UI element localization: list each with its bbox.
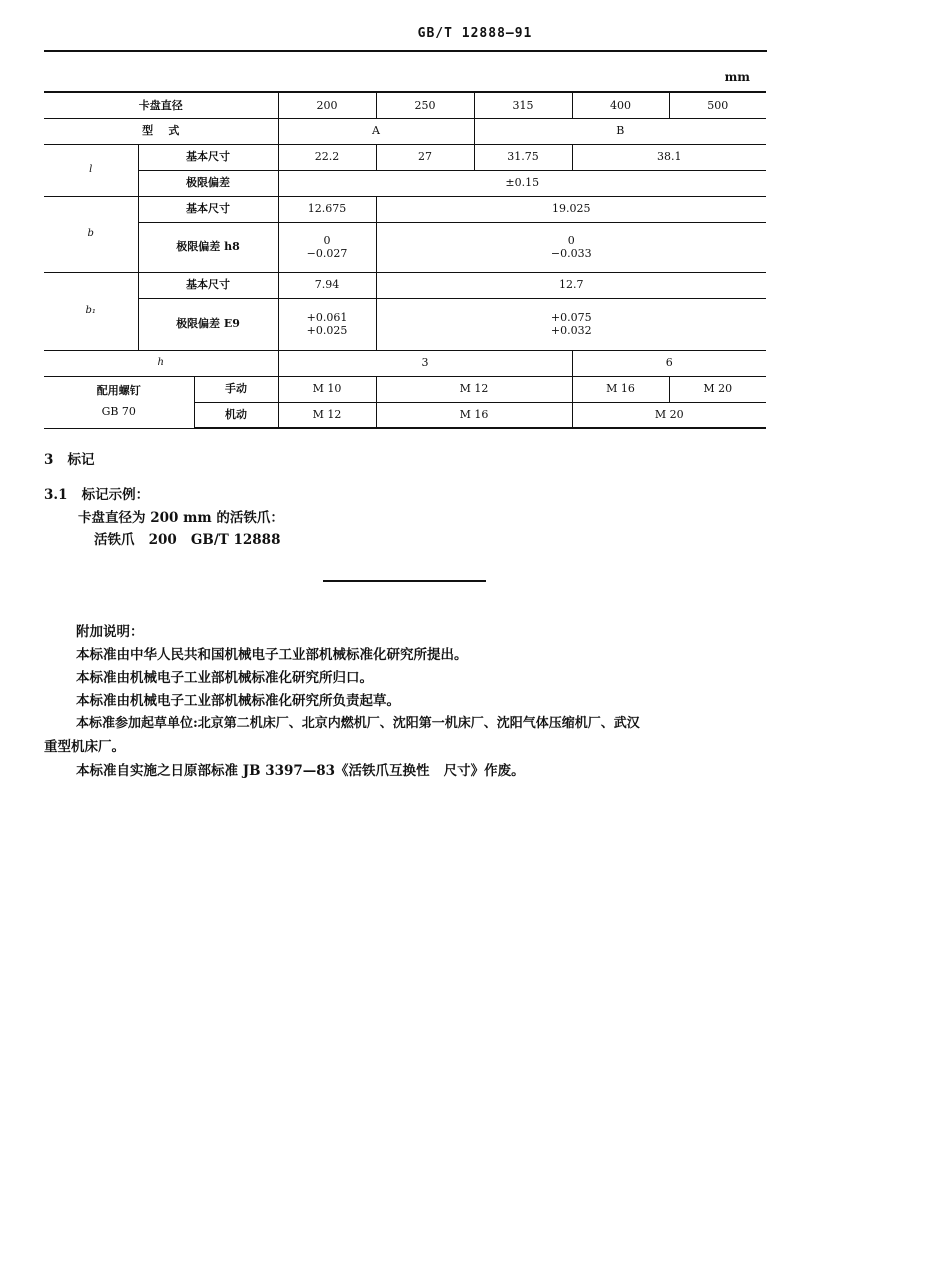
section-3-heading: 3 标记 xyxy=(44,452,95,468)
b1-tol-cell-1 xyxy=(278,298,376,350)
manual-label: 手动 xyxy=(194,376,278,402)
type-b-cell: B xyxy=(474,118,766,144)
l-tol-label: 极限偏差 xyxy=(138,170,278,196)
table-row-b-tolerance xyxy=(44,222,766,272)
diameter-cell: 500 xyxy=(669,92,766,118)
diameter-cell: 200 xyxy=(278,92,376,118)
notes-heading: 附加说明： xyxy=(76,624,144,640)
l-symbol: l xyxy=(44,144,138,196)
b-basic-cell: 12.675 xyxy=(278,196,376,222)
h-symbol: h xyxy=(44,350,278,376)
example-description: 卡盘直径为 200 mm 的活铁爪： xyxy=(78,510,284,526)
notes-line: 重型机床厂。 xyxy=(44,739,125,755)
b1-tol-2-lower: +0.032 xyxy=(550,324,592,337)
b-basic-label: 基本尺寸 xyxy=(138,196,278,222)
b-basic-cell: 19.025 xyxy=(376,196,766,222)
b1-basic-label: 基本尺寸 xyxy=(138,272,278,298)
b1-basic-cell: 12.7 xyxy=(376,272,766,298)
b-tol-1-upper: 0 xyxy=(323,233,331,247)
table-row-l-basic xyxy=(44,144,766,170)
table-row-chuck-diameter xyxy=(44,92,766,118)
manual-cell: M 10 xyxy=(278,376,376,402)
table-row-b-basic xyxy=(44,196,766,222)
notes-line: 本标准由机械电子工业部机械标准化研究所归口。 xyxy=(76,670,373,686)
dimension-table xyxy=(44,91,766,429)
section-3-1-heading: 3.1 标记示例： xyxy=(44,487,150,503)
l-basic-cell: 38.1 xyxy=(572,144,766,170)
b1-tol-label: 极限偏差 E9 xyxy=(138,298,278,350)
b-symbol: b xyxy=(44,196,138,272)
l-basic-cell: 27 xyxy=(376,144,474,170)
diameter-cell: 250 xyxy=(376,92,474,118)
notes-line: 本标准由机械电子工业部机械标准化研究所负责起草。 xyxy=(76,693,400,709)
b-tol-2-lower: −0.033 xyxy=(550,247,592,260)
table-row-b1-tolerance xyxy=(44,298,766,350)
b1-tol-1-lower: +0.025 xyxy=(306,324,348,337)
b1-basic-cell: 7.94 xyxy=(278,272,376,298)
manual-cell: M 12 xyxy=(376,376,572,402)
table-row-type xyxy=(44,118,766,144)
screw-label-line2: GB 70 xyxy=(101,405,136,418)
unit-label: mm xyxy=(724,70,750,84)
notes-line: 本标准自实施之日原部标准 JB 3397—83《活铁爪互换性 尺寸》作废。 xyxy=(76,763,525,779)
standard-code: GB/T 12888—91 xyxy=(417,26,533,41)
h-cell: 6 xyxy=(572,350,766,376)
machine-cell: M 12 xyxy=(278,402,376,428)
chuck-diameter-label: 卡盘直径 xyxy=(44,92,278,118)
table-row-l-tolerance xyxy=(44,170,766,196)
b1-symbol: b₁ xyxy=(44,272,138,350)
header-rule xyxy=(44,50,767,52)
machine-cell: M 16 xyxy=(376,402,572,428)
screw-label-line1: 配用螺钉 xyxy=(96,384,141,398)
b1-tol-1-upper: +0.061 xyxy=(306,310,348,324)
l-basic-label: 基本尺寸 xyxy=(138,144,278,170)
l-tol-cell: ±0.15 xyxy=(278,170,766,196)
h-cell: 3 xyxy=(278,350,572,376)
table-row-screw-manual xyxy=(44,376,766,402)
b-tol-1-lower: −0.027 xyxy=(306,247,348,260)
l-basic-cell: 31.75 xyxy=(474,144,572,170)
b-tol-cell-1 xyxy=(278,222,376,272)
l-basic-cell: 22.2 xyxy=(278,144,376,170)
b1-tol-2-upper: +0.075 xyxy=(550,310,592,324)
manual-cell: M 20 xyxy=(669,376,766,402)
b1-tol-cell-2 xyxy=(376,298,766,350)
machine-label: 机动 xyxy=(194,402,278,428)
b-tol-2-upper: 0 xyxy=(567,233,575,247)
type-a-cell: A xyxy=(278,118,474,144)
example-code: 活铁爪 200 GB/T 12888 xyxy=(94,532,281,548)
table-row-h xyxy=(44,350,766,376)
table-row-b1-basic xyxy=(44,272,766,298)
type-label: 型 式 xyxy=(44,118,278,144)
machine-cell: M 20 xyxy=(572,402,766,428)
section-divider xyxy=(323,580,486,582)
diameter-cell: 315 xyxy=(474,92,572,118)
manual-cell: M 16 xyxy=(572,376,669,402)
b-tol-label: 极限偏差 h8 xyxy=(138,222,278,272)
notes-line: 本标准参加起草单位:北京第二机床厂、北京内燃机厂、沈阳第一机床厂、沈阳气体压缩机厂、武汉 xyxy=(76,716,640,731)
b-tol-cell-2 xyxy=(376,222,766,272)
diameter-cell: 400 xyxy=(572,92,669,118)
screw-label xyxy=(44,376,194,428)
notes-line: 本标准由中华人民共和国机械电子工业部机械标准化研究所提出。 xyxy=(76,647,468,663)
